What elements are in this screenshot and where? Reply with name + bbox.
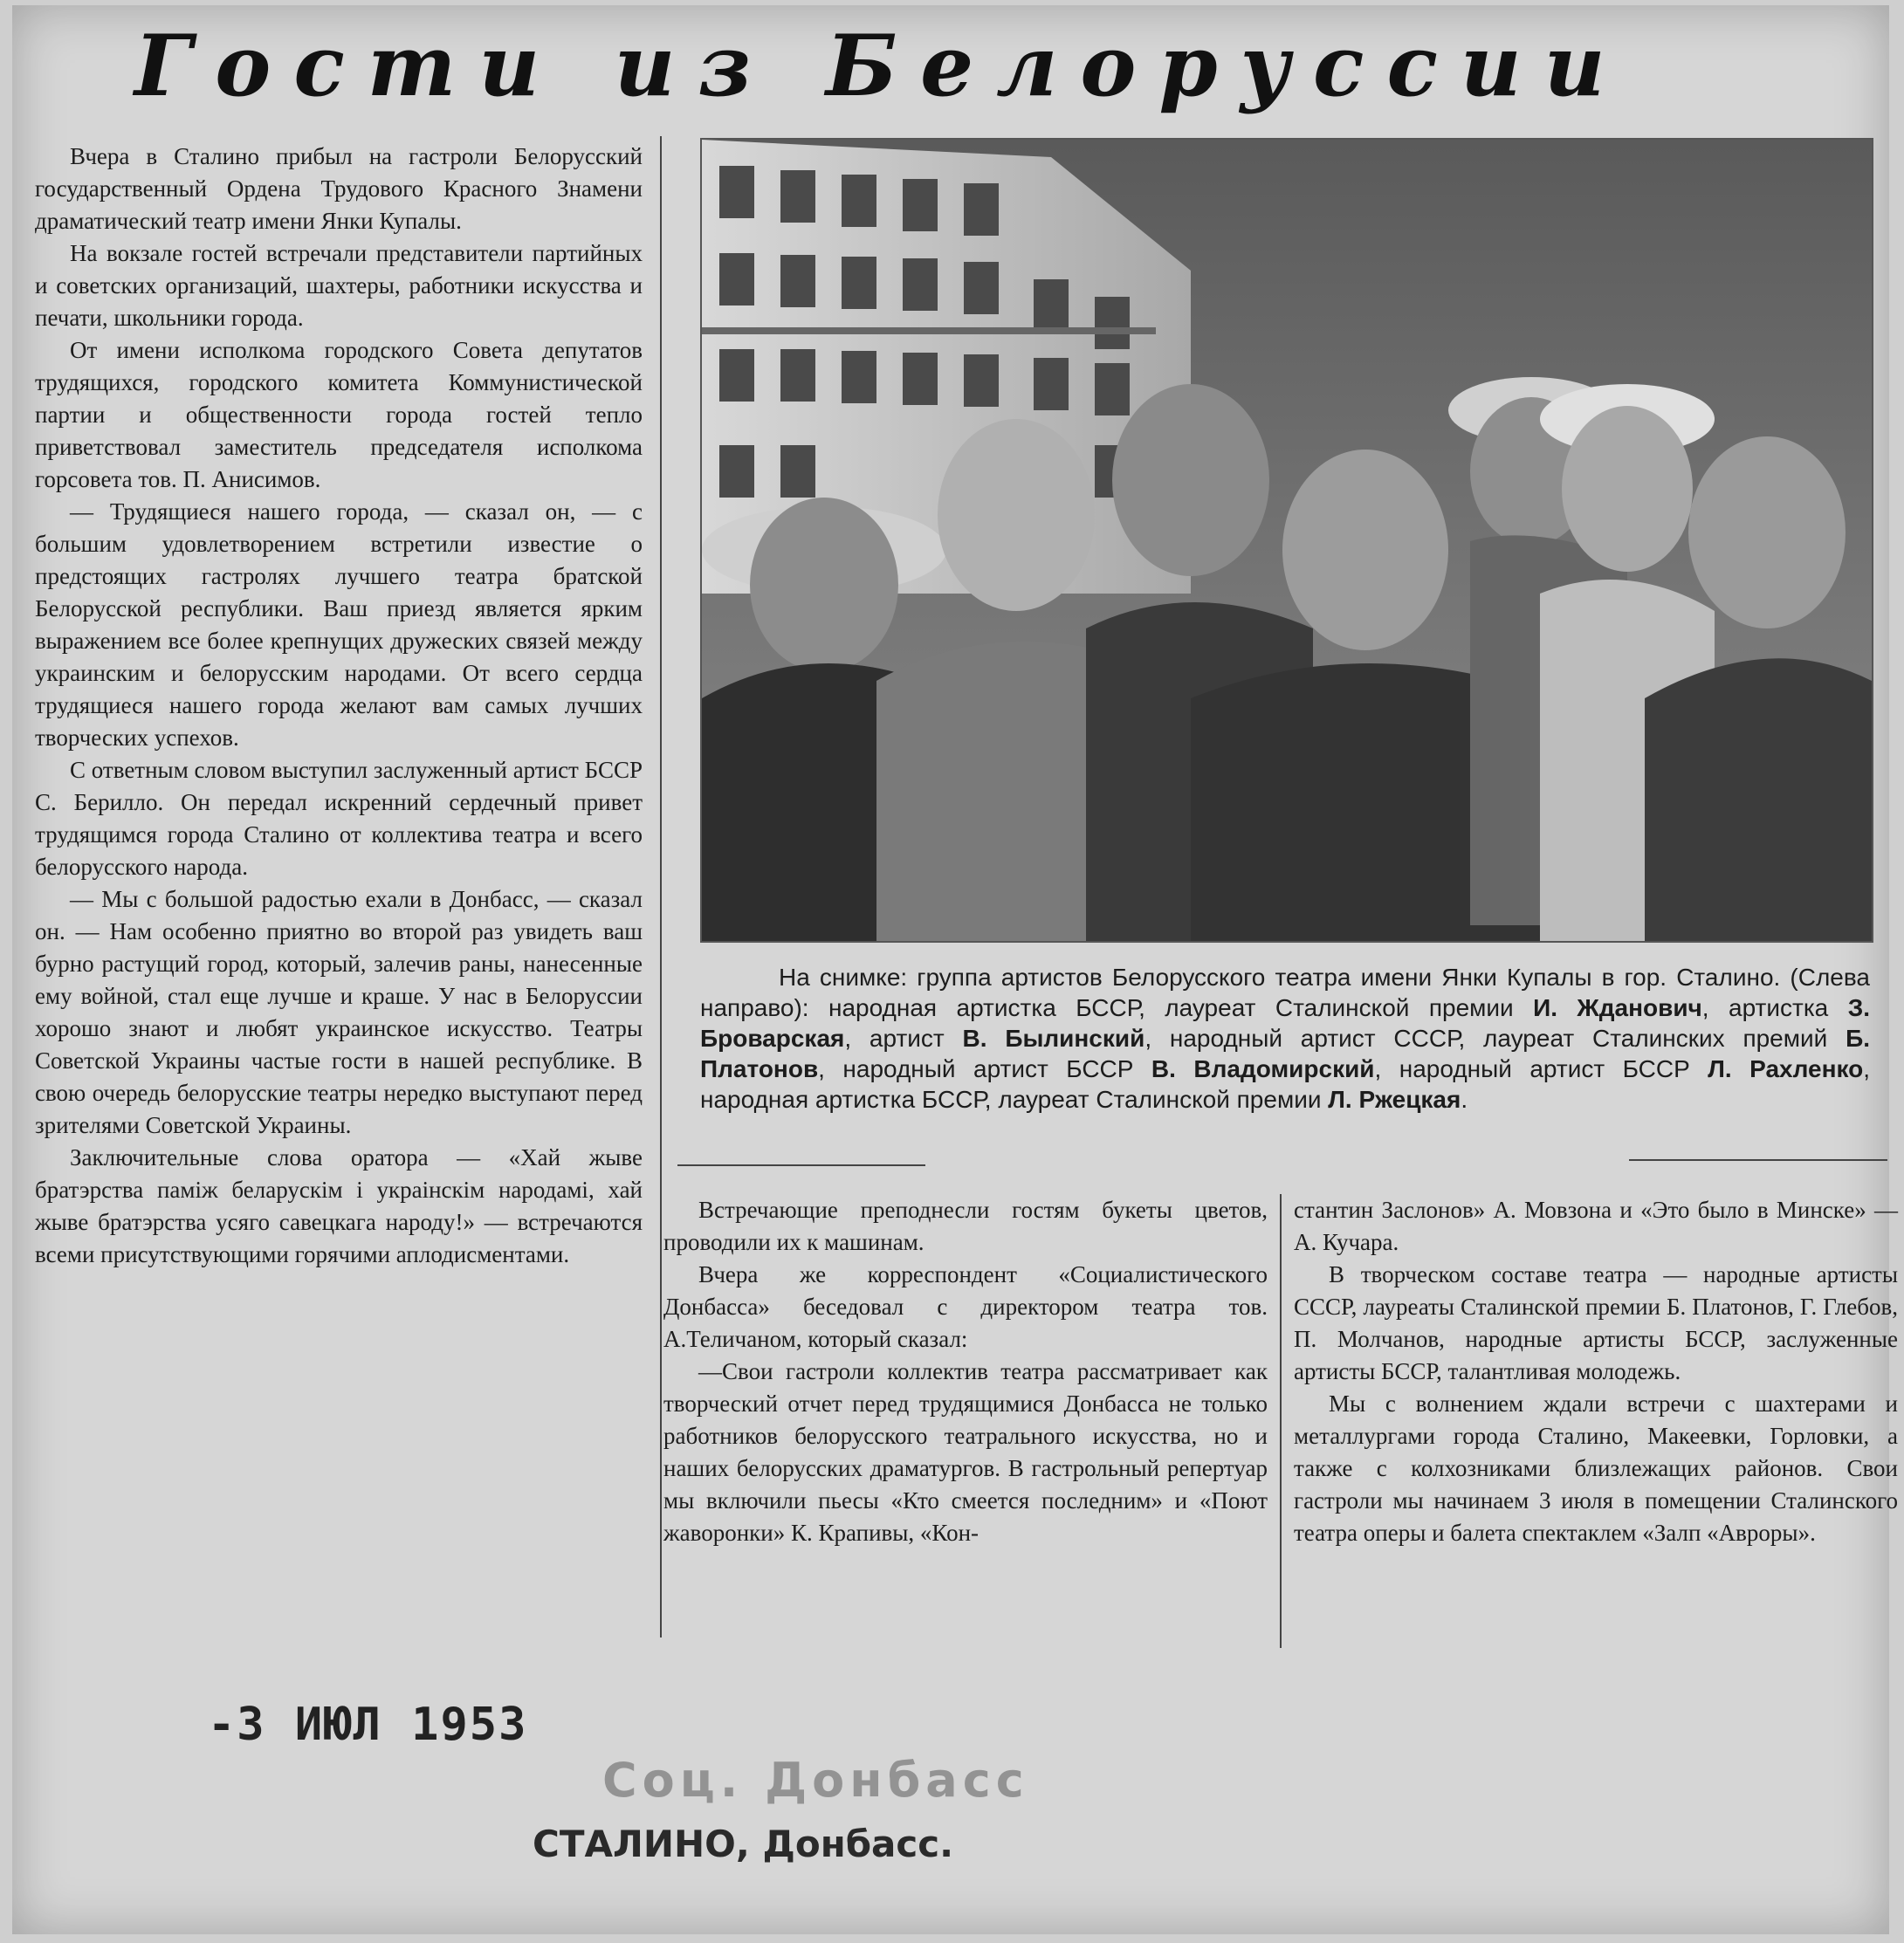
- caption-text: На снимке: группа артистов Белорусского театра имени Янки Купалы в гор. Сталино. (Слева направо): народная артистка БССР, лауреат Сталинской премии: [700, 964, 1870, 1021]
- caption-text: , артист: [844, 1025, 945, 1052]
- paragraph: С ответным словом выступил заслуженный артист БССР С. Берилло. Он передал искренний сердечный привет трудящимся города Сталино от коллектива театра и всего белорусского народа.: [35, 757, 643, 880]
- column-divider: [660, 136, 662, 1637]
- section-rule: [1629, 1159, 1887, 1161]
- newspaper-stamp: Соц. Донбасс: [602, 1753, 1029, 1808]
- photo-caption: [700, 962, 1870, 1154]
- group-photo: [700, 138, 1873, 943]
- paragraph: Вчера в Сталино прибыл на гастроли Белорусский государственный Ордена Трудового Красного Знамени драматический театр имени Янки Купалы.: [35, 143, 643, 234]
- caption-name: Б. Платонов: [700, 1025, 1870, 1082]
- paragraph: — Мы с большой радостью ехали в Донбасс, — сказал он. — Нам особенно приятно во второй раз увидеть ваш бурно растущий город, который, залечив раны, нанесенные ему войной, стал еще лучше и краше. У нас в Белоруссии хорошо знают и любят украинское искусство. Театры Советской Украины частые гости в нашей республике. В свою очередь белорусские театры нередко выступают перед зрителями Советской Украины.: [35, 886, 643, 1138]
- paragraph: — Трудящиеся нашего города, — сказал он, — с большим удовлетворением встретили известие о предстоящих гастролях лучшего театра братской Белорусской республики. Ваш приезд является ярким выражением все более крепнущих дружеских связей между украинским и белорусским народами. От всего сердца трудящиеся нашего города желают вам самых лучших творческих успехов.: [35, 498, 643, 751]
- caption-text: , народная артистка БССР, лауреат Сталинской премии: [700, 1055, 1871, 1113]
- paragraph: На вокзале гостей встречали представители партийных и советских организаций, шахтеры, работники искусства и печати, школьники города.: [35, 240, 643, 331]
- caption-name: З. Броварская: [700, 994, 1871, 1052]
- article-headline: Гости из Белоруссии: [134, 17, 1628, 115]
- paragraph: Встречающие преподнесли гостям букеты цветов, проводили их к машинам.: [663, 1197, 1268, 1255]
- date-stamp: -3 ИЮЛ 1953: [208, 1699, 528, 1751]
- city-stamp: СТАЛИНО, Донбасс.: [533, 1823, 954, 1865]
- paragraph: —Свои гастроли коллектив театра рассматривает как творческий отчет перед трудящимися Донбасса не только работников белорусского театрального искусства, но и наших белорусских драматургов. В гастрольный репертуар мы включили пьесы «Кто смеется последним» и «Поют жаворонки» К. Крапивы, «Кон-: [663, 1358, 1268, 1546]
- paragraph: Вчера же корреспондент «Социалистического Донбасса» беседовал с директором театра тов. А.Теличаном, который сказал:: [663, 1261, 1268, 1352]
- paragraph: Заключительные слова оратора — «Хай жыве братэрства паміж беларускім і украінскім народамі, хай жыве братэрства усяго савецкага народу!» — встречаются всеми присутствующими горячими аплодисментами.: [35, 1144, 643, 1267]
- right-column: [1294, 1194, 1898, 1683]
- column-divider: [1280, 1194, 1282, 1648]
- caption-name: Л. Рахленко: [1708, 1055, 1864, 1082]
- paragraph: В творческом составе театра — народные артисты СССР, лауреаты Сталинской премии Б. Платонов, Г. Глебов, П. Молчанов, народные артисты БССР, заслуженные артисты БССР, талантливая молодежь.: [1294, 1261, 1898, 1384]
- middle-column: [663, 1194, 1268, 1683]
- caption-text: , народный артист БССР: [818, 1055, 1134, 1082]
- caption-name: В. Былинский: [962, 1025, 1145, 1052]
- paragraph: стантин Заслонов» А. Мовзона и «Это было в Минске» — А. Кучара.: [1294, 1197, 1898, 1255]
- caption-name: В. Владомирский: [1151, 1055, 1375, 1082]
- caption-text: .: [1461, 1086, 1468, 1113]
- caption-name: Л. Ржецкая: [1328, 1086, 1461, 1113]
- paragraph: Мы с волнением ждали встречи с шахтерами и металлургами города Сталино, Макеевки, Горловки, а также с колхозниками близлежащих районов. Свои гастроли мы начинаем 3 июля в помещении Сталинского театра оперы и балета спектаклем «Залп «Авроры».: [1294, 1390, 1898, 1546]
- section-rule: [677, 1164, 925, 1166]
- paragraph: От имени исполкома городского Совета депутатов трудящихся, городского комитета Коммунистической партии и общественности города гостей тепло приветствовал заместитель председателя исполкома горсовета тов. П. Анисимов.: [35, 337, 643, 492]
- caption-text: , народный артист СССР, лауреат Сталинских премий: [1144, 1025, 1828, 1052]
- caption-name: И. Жданович: [1533, 994, 1702, 1021]
- newspaper-clipping: [12, 5, 1898, 1934]
- caption-text: , народный артист БССР: [1374, 1055, 1690, 1082]
- caption-text: , артистка: [1701, 994, 1829, 1021]
- left-column: [35, 141, 643, 1659]
